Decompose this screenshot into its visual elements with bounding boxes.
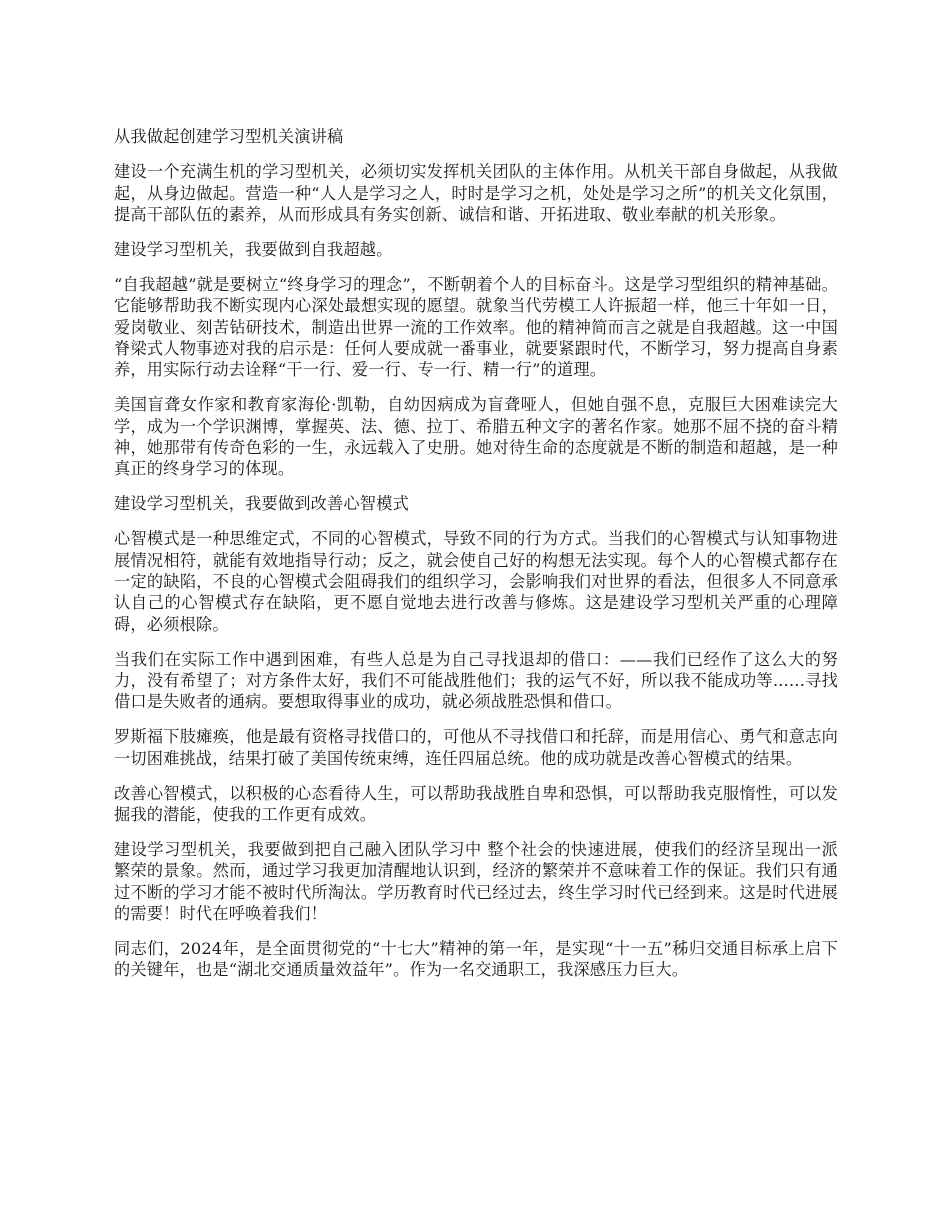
document-title: 从我做起创建学习型机关演讲稿: [114, 127, 344, 146]
section-heading: 建设学习型机关，我要做到自我超越。: [114, 239, 393, 259]
section-heading: 建设学习型机关，我要做到改善心智模式: [114, 494, 409, 514]
paragraph: 美国盲聋女作家和教育家海伦·凯勒，自幼因病成为盲聋哑人，但她自强不息，克服巨大困难读完大学，成为一个学识渊博，掌握英、法、德、拉丁、希腊五种文字的著名作家。她那不屈不挠的奋斗精神，她那带有传奇色彩的一生，永远载入了史册。她对待生命的态度就是不断的制造和超越，是一种真正的终身学习的体现。: [114, 395, 838, 479]
paragraph: “自我超越”就是要树立“终身学习的理念”，不断朝着个人的目标奋斗。这是学习型组织的精神基础。它能够帮助我不断实现内心深处最想实现的愿望。就象当代劳模工人许振超一样，他三十年如一日，爱岗敬业、刻苦钻研技术，制造出世界一流的工作效率。他的精神简而言之就是自我超越。这一中国脊梁式人物事迹对我的启示是：任何人要成就一番事业，就要紧跟时代，不断学习，努力提高自身素养，用实际行动去诠释“干一行、爱一行、专一行、精一行”的道理。: [114, 275, 838, 380]
paragraph: 改善心智模式，以积极的心态看待人生，可以帮助我战胜自卑和恐惧，可以帮助我克服惰性，可以发掘我的潜能，使我的工作更有成效。: [114, 783, 838, 825]
paragraph: 当我们在实际工作中遇到困难，有些人总是为自己寻找退却的借口：——我们已经作了这么大的努力，没有希望了；对方条件太好，我们不可能战胜他们；我的运气不好，所以我不能成功等......寻找借口是失败者的通病。要想取得事业的成功，就必须战胜恐惧和借口。: [114, 649, 838, 712]
paragraph: 心智模式是一种思维定式，不同的心智模式，导致不同的行为方式。当我们的心智模式与认知事物进展情况相符，就能有效地指导行动；反之，就会使自己好的构想无法实现。每个人的心智模式都存在一定的缺陷，不良的心智模式会阻碍我们的组织学习，会影响我们对世界的看法，但很多人不同意承认自己的心智模式存在缺陷，更不愿自觉地去进行改善与修炼。这是建设学习型机关严重的心理障碍，必须根除。: [114, 529, 838, 634]
paragraph: 建设学习型机关，我要做到把自己融入团队学习中 整个社会的快速进展，使我们的经济呈现出一派繁荣的景象。然而，通过学习我更加清醒地认识到，经济的繁荣并不意味着工作的保证。我们只有通过不断的学习才能不被时代所淘汰。学历教育时代已经过去，终生学习时代已经到来。这是时代进展的需要！时代在呼唤着我们！: [114, 840, 838, 924]
document-body: [114, 126, 838, 995]
paragraph: 同志们，2024年，是全面贯彻党的“十七大”精神的第一年，是实现“十一五”秭归交通目标承上启下的关键年，也是“湖北交通质量效益年”。作为一名交通职工，我深感压力巨大。: [114, 939, 838, 980]
paragraph: 罗斯福下肢瘫痪，他是最有资格寻找借口的，可他从不寻找借口和托辞，而是用信心、勇气和意志向一切困难挑战，结果打破了美国传统束缚，连任四届总统。他的成功就是改善心智模式的结果。: [114, 727, 838, 768]
paragraph: 建设一个充满生机的学习型机关，必须切实发挥机关团队的主体作用。从机关干部自身做起，从我做起，从身边做起。营造一种“人人是学习之人，时时是学习之机，处处是学习之所”的机关文化氛围，提高干部队伍的素养，从而形成具有务实创新、诚信和谐、开拓进取、敬业奉献的机关形象。: [114, 162, 838, 224]
